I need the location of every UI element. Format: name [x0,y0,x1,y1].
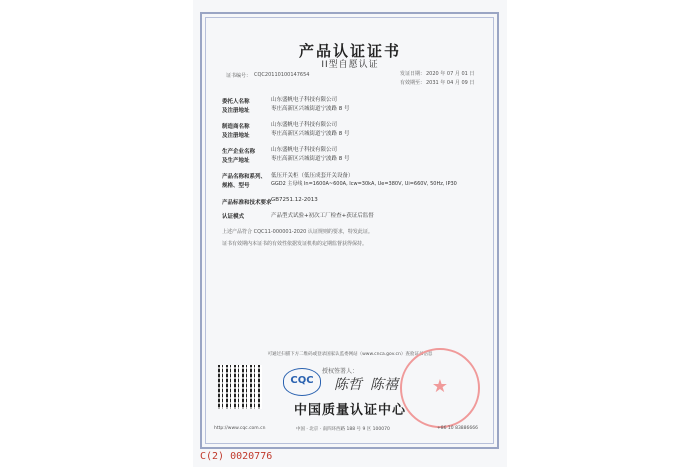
signer-label: 授权签署人： [322,368,359,375]
factory-address: 枣庄高新区兴城街道宁波路 8 号 [271,156,350,162]
serial-number: C(2) 0020776 [200,451,273,462]
factory-address-label: 及生产地址 [222,158,250,164]
expiry-date: 2031 年 04 月 09 日 [426,80,475,86]
issue-date: 2020 年 07 月 01 日 [426,71,475,77]
cert-no-label: 证书编号： [226,73,252,79]
cqc-logo [283,368,321,396]
address: 中国 · 北京 · 南四环西路 188 号 9 区 100070 [296,427,390,432]
phone: +86 10 83886666 [437,426,478,431]
manufacturer-address-label: 及注册地址 [222,133,250,139]
manufacturer-address: 枣庄高新区兴城街道宁波路 8 号 [271,131,350,137]
applicant-address: 枣庄高新区兴城街道宁波路 8 号 [271,106,350,112]
product-name: 低压开关柜（低压成套开关设备） [271,173,354,179]
product-model: GGD2 主母线 In=1600A~600A, Icw=30kA, Ue=380V, Ui=660V, 50Hz, IP30 [271,181,457,187]
mode-value: 产品型式试验+初次工厂检查+获证后监督 [271,213,374,219]
certificate-title: 产品认证证书 [298,42,401,60]
model-label: 规格、型号 [222,183,250,189]
product-label: 产品名称和系列、 [222,174,267,180]
factory-label: 生产企业名称 [222,149,256,155]
standard-label: 产品标准和技术要求 [222,200,272,206]
applicant-label: 委托人名称 [222,99,250,105]
cqc-logo-text: CQC [290,375,314,386]
applicant-name: 山东盛帆电子科技有限公司 [271,97,338,103]
applicant-address-label: 及注册地址 [222,108,250,114]
statement-line-1: 上述产品符合 CQC11-000001-2020 认证规则的要求，特发此证。 [222,229,373,235]
signature-1: 陈哲 [334,377,362,393]
mode-label: 认证模式 [222,214,245,220]
issue-date-label: 发证日期： [400,71,426,77]
issuing-organization: 中国质量认证中心 [293,403,406,418]
manufacturer-name: 山东盛帆电子科技有限公司 [271,122,338,128]
standard-value: GB7251.12-2013 [271,197,318,203]
statement-line-2: 证书有效期内本证书的有效性依据发证机构的定期监督获得保持。 [222,241,368,247]
manufacturer-label: 制造商名称 [222,124,250,130]
expiry-date-label: 有效期至： [400,80,426,86]
verify-note: 可通过扫描下方二维码或登录国家认监委网站（www.cnca.gov.cn）查验证书信息 [267,352,433,357]
signature-2: 陈禧 [370,377,398,393]
website: http://www.cqc.com.cn [214,426,266,431]
factory-name: 山东盛帆电子科技有限公司 [271,147,338,153]
certificate-subtitle: II型自愿认证 [321,60,379,70]
cert-no: CQC20110100147654 [254,72,310,78]
seal-star-icon: ★ [431,376,449,397]
